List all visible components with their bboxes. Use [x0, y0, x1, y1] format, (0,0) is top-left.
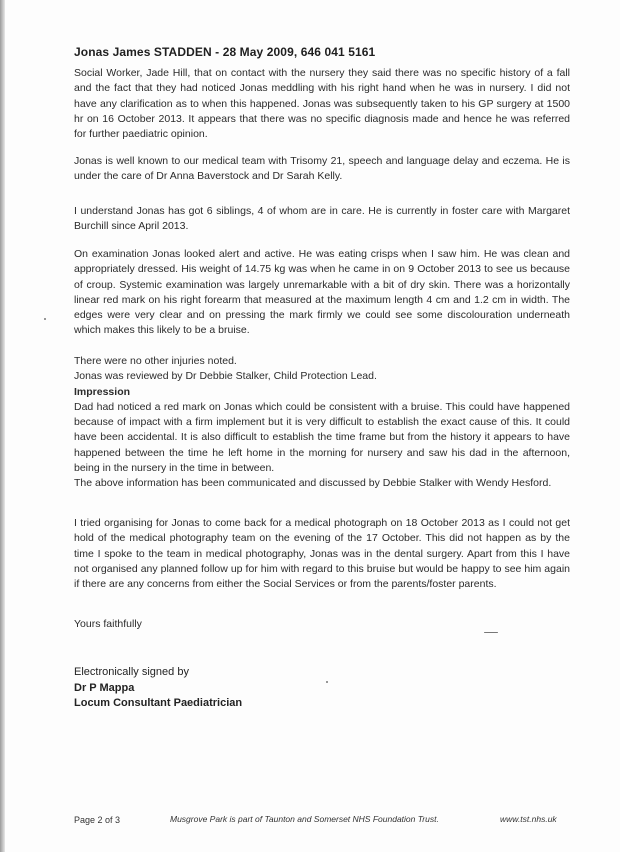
impression-heading: Impression — [74, 385, 131, 398]
paragraph-examination: On examination Jonas looked alert and active. He was eating crisps when I saw him. He was clean and appropriately dressed. His weight of 14.75 kg was when he came in on 9 October 2013 to see us because of croup. Systemic examination was largely unremarkable with a bit of dry skin. There was a horizontally linear red mark on his right forearm that measured at the maximum length 4 cm and 1.2 cm in width. The edges were very clear and on pressing the mark firmly we could see some discolouration underneath which makes this likely to be a bruise. — [74, 248, 570, 337]
no-other-injuries-line: There were no other injuries noted. — [74, 355, 237, 367]
paragraph-social-background: I understand Jonas has got 6 siblings, 4 of whom are in care. He is currently in foster care with Margaret Burchill since April 2013. — [74, 205, 570, 233]
scan-edge-shadow — [0, 0, 5, 852]
signature-block — [74, 665, 242, 712]
scan-speck — [484, 632, 498, 633]
closing-salutation: Yours faithfully — [74, 618, 142, 630]
footer-trust-statement: Musgrove Park is part of Taunton and Somerset NHS Foundation Trust. — [170, 814, 439, 824]
scan-speck — [44, 318, 46, 320]
patient-header: Jonas James STADDEN - 28 May 2009, 646 041 5161 — [74, 45, 376, 59]
signatory-name: Dr P Mappa — [74, 681, 135, 694]
scan-speck — [326, 681, 328, 683]
paragraph-medical-background: Jonas is well known to our medical team with Trisomy 21, speech and language delay and eczema. He is under the care of Dr Anna Baverstock and Dr Sarah Kelly. — [74, 155, 570, 183]
footer-website: www.tst.nhs.uk — [500, 814, 557, 824]
page-number: Page 2 of 3 — [74, 815, 121, 825]
signature-intro: Electronically signed by — [74, 666, 189, 678]
paragraph-history: Social Worker, Jade Hill, that on contact with the nursery they said there was no specific history of a fall and the fact that they had noticed Jonas meddling with his right hand when he was in nursery. I did not have any clarification as to when this happened. Jonas was subsequently taken to his GP surgery at 1500 hr on 16 October 2013. It appears that there was no specific diagnosis made and hence he was referred for further paediatric opinion. — [74, 67, 570, 141]
reviewed-by-line: Jonas was reviewed by Dr Debbie Stalker, Child Protection Lead. — [74, 370, 377, 383]
impression-text: Dad had noticed a red mark on Jonas which could be consistent with a bruise. This could have happened because of impact with a firm implement but it is very difficult to establish the exact cause of this. It could have been accidental. It is also difficult to establish the time frame but from the history it appears to have happened between the time he left home in the morning for nursery and saw his dad in the afternoon, being in the nursery in the time in between. — [74, 400, 570, 475]
impression-section — [74, 354, 570, 492]
paragraph-follow-up: I tried organising for Jonas to come back for a medical photograph on 18 October 2013 as I could not get hold of the medical photography team on the evening of the 17 October. This did not happen as by the time I spoke to the team in medical photography, Jonas was in the dental surgery. Apart from this I have not organised any planned follow up for him with regard to this bruise but would be happy to see him again if there are any concerns from either the Social Services or from the parents/foster parents. — [74, 517, 570, 591]
signatory-role: Locum Consultant Paediatrician — [74, 697, 243, 709]
communicated-line: The above information has been communicated and discussed by Debbie Stalker with Wendy Hesford. — [74, 477, 552, 490]
